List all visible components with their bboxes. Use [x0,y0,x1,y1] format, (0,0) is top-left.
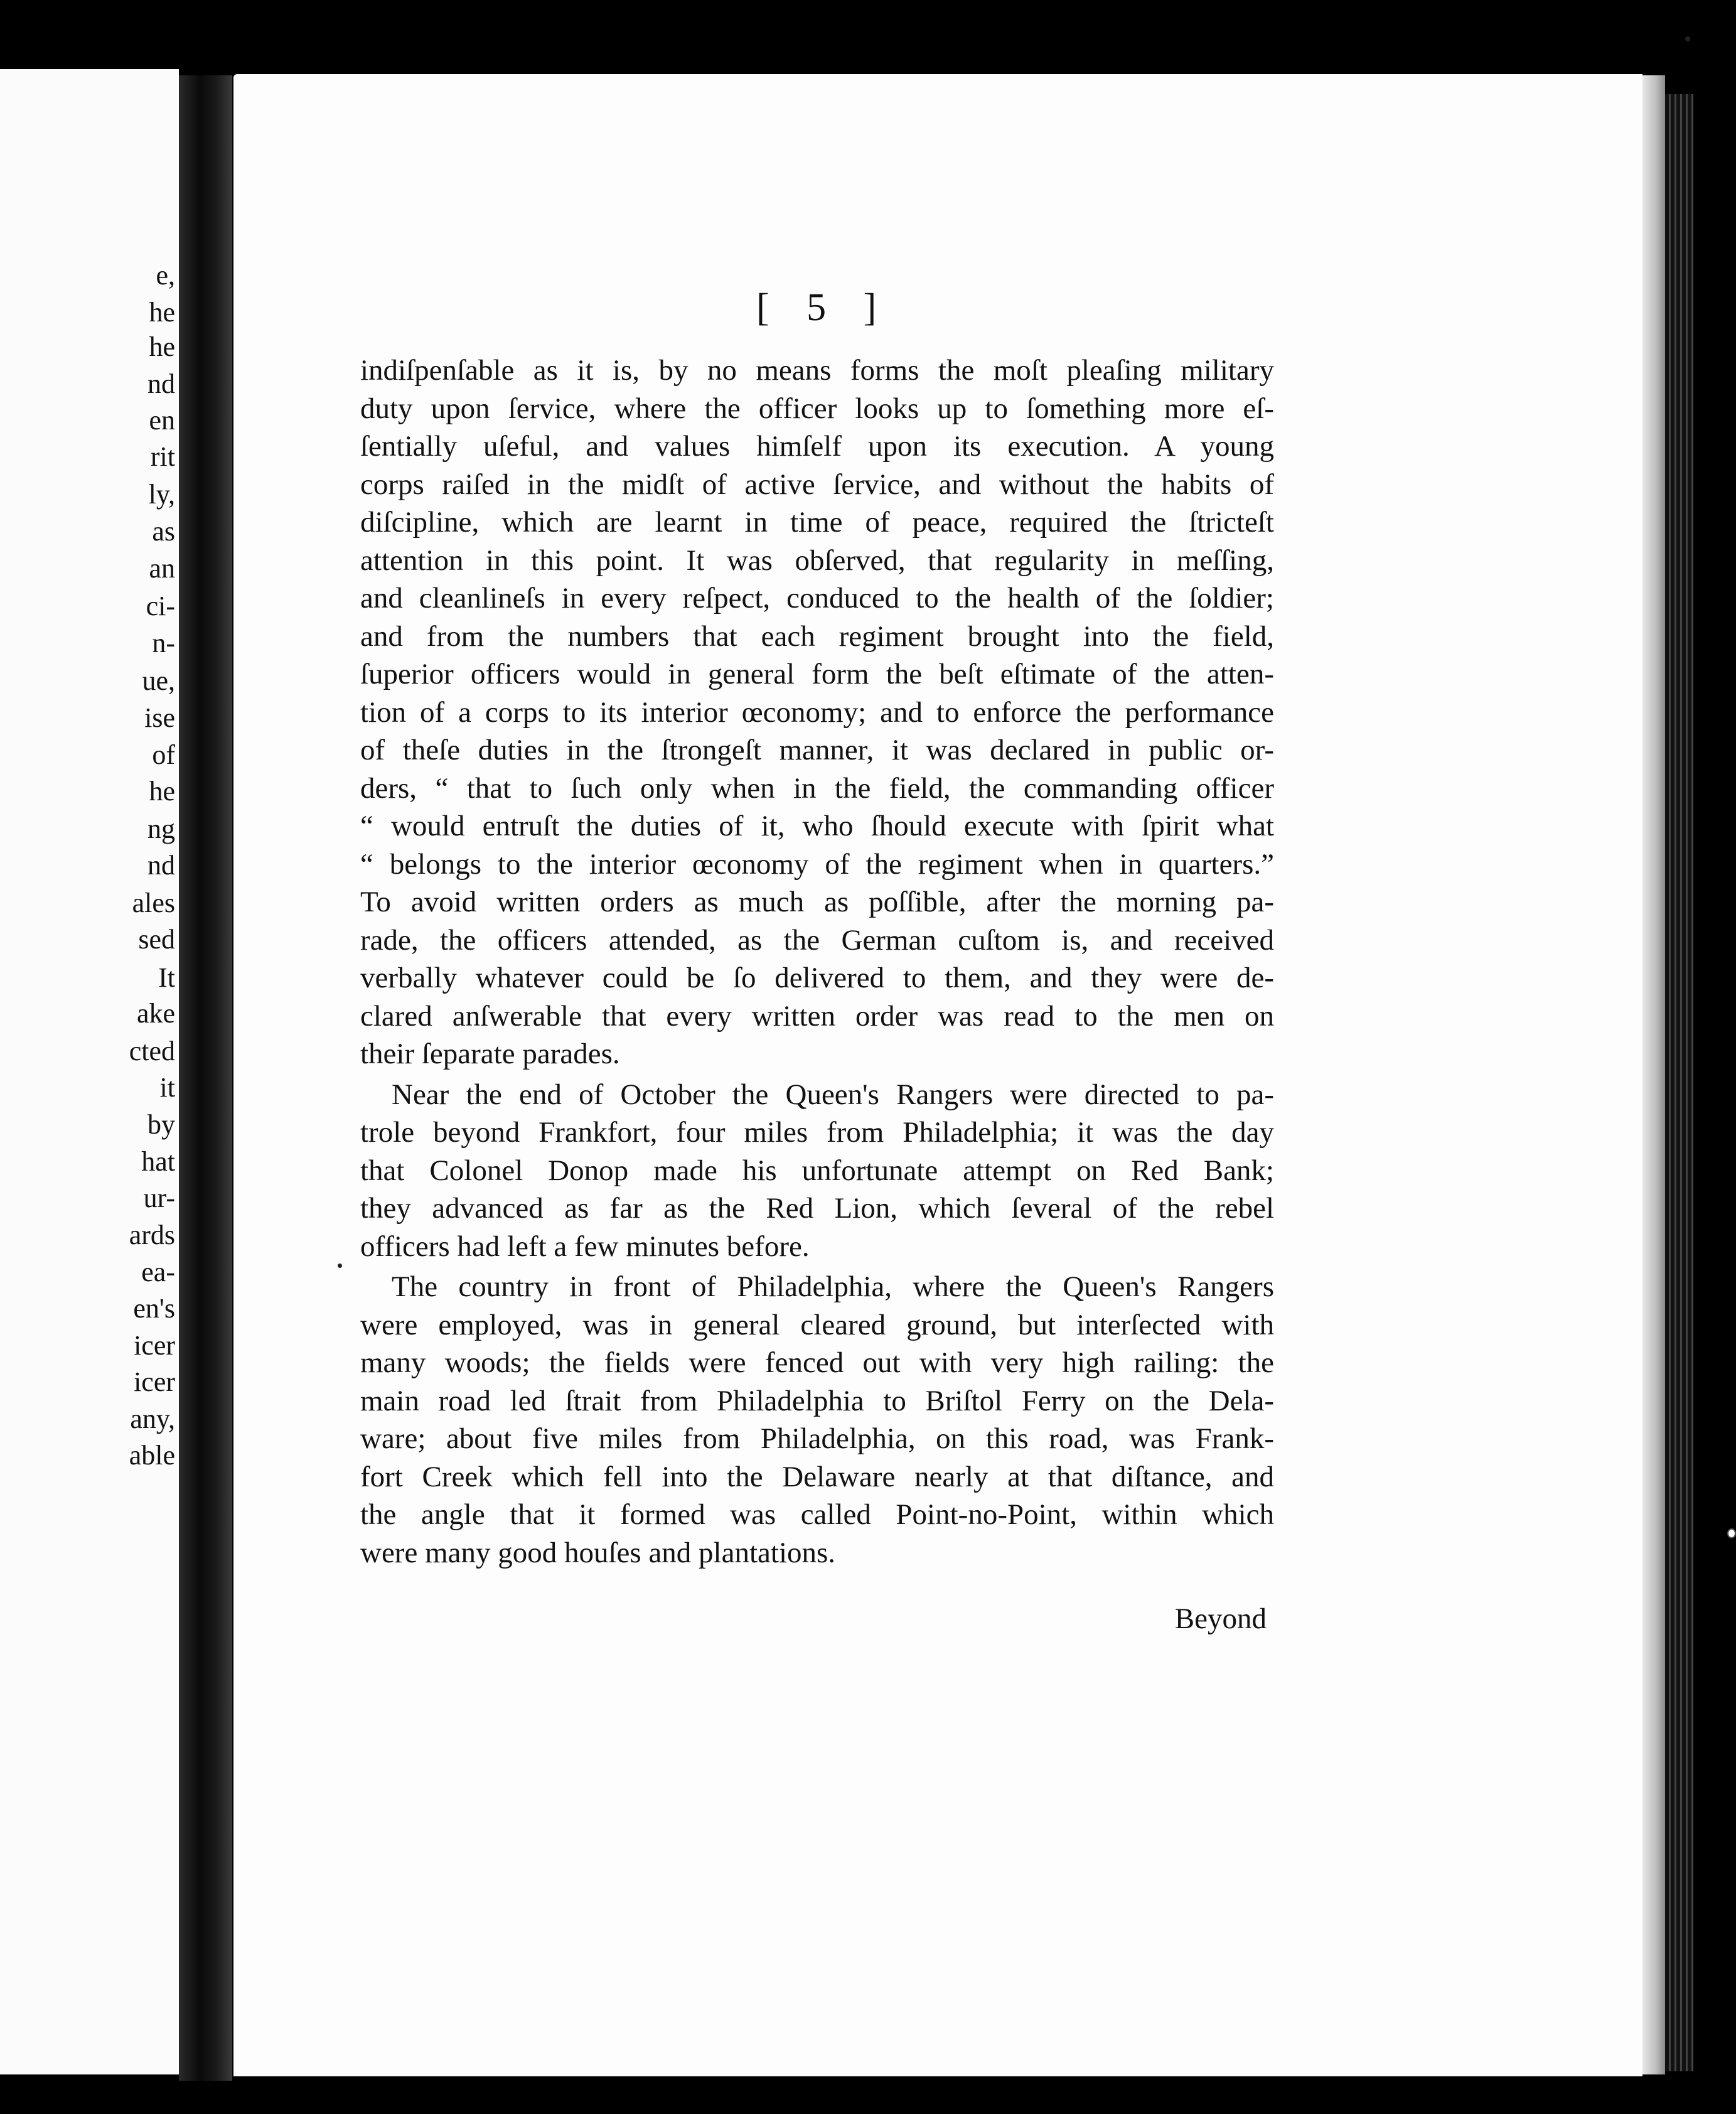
print-speck [1685,36,1690,41]
text-line: duty upon ſervice, where the officer looks up to ſomething more eſ- [360,392,1274,425]
text-line: main road led ſtrait from Philadelphia to Briſtol Ferry on the Dela- [360,1384,1274,1417]
text-line: The country in front of Philadelphia, where the Queen's Rangers [392,1270,1274,1303]
facing-page-fragment: icer [134,1366,175,1397]
facing-page-fragment: ur- [143,1183,175,1213]
facing-page-fragment: en [149,405,175,436]
text-line: tion of a corps to its interior œconomy; and to enforce the performance [360,695,1274,729]
facing-page-fragment: as [152,516,175,547]
text-line: many woods; the fields were fenced out with very high railing: the [360,1346,1274,1379]
text-line: ſentially uſeful, and values himſelf upon its execution. A young [360,430,1274,463]
facing-page-fragment: icer [134,1330,175,1361]
text-line: and from the numbers that each regiment brought into the field, [360,620,1274,653]
text-line: ware; about five miles from Philadelphia, on this road, was Frank- [360,1422,1274,1455]
text-line: of theſe duties in the ſtrongeſt manner, it was declared in public or- [360,734,1274,766]
text-line: were employed, was in general cleared ground, but interſected with [360,1308,1274,1341]
page-edge-dark [1665,94,1693,2071]
facing-page-fragment: sed [138,924,175,955]
facing-page-fragment: ue, [142,665,175,696]
facing-page-fragment: ci- [146,591,175,621]
facing-page-fragment: able [129,1440,175,1471]
facing-page-fragment: rit [150,441,175,472]
text-line: the angle that it formed was called Point-no-Point, within which [360,1498,1274,1531]
text-line: diſcipline, which are learnt in time of peace, required the ſtricteſt [360,506,1274,539]
facing-page-fragment: of [152,739,175,770]
page-edge-stack [1642,75,1665,2074]
text-line: Near the end of October the Queen's Rangers were directed to pa- [392,1078,1274,1111]
text-line: ders, “ that to ſuch only when in the field, the commanding officer [360,771,1274,805]
facing-page-fragment: nd [147,368,175,399]
facing-page-fragment: n- [152,628,175,658]
facing-page-fragment: ly, [148,479,175,510]
text-line: “ belongs to the interior œconomy of the regiment when in quarters.” [360,847,1274,881]
print-speck [1727,1528,1736,1538]
catchword: Beyond [1174,1602,1267,1635]
text-line: corps raiſed in the midſt of active ſervice, and without the habits of [360,468,1274,501]
text-line: fort Creek which fell into the Delaware nearly at that diſtance, and [360,1460,1274,1493]
text-line: attention in this point. It was obſerved, that regularity in meſſing, [360,544,1274,577]
facing-page-fragment: ake [136,998,175,1029]
facing-page-fragment: hat [141,1146,175,1177]
facing-page-left [0,69,179,2074]
text-line: were many good houſes and plantations. [360,1536,836,1569]
facing-page-fragment: nd [147,850,175,881]
facing-page-fragment: an [149,553,175,584]
text-line: and cleanlineſs in every reſpect, conduced to the health of the ſoldier; [360,582,1274,614]
text-line: clared anſwerable that every written order was read to the men on [360,999,1274,1033]
facing-page-fragment: he [149,776,175,807]
facing-page-fragment: he [149,297,175,328]
facing-page-fragment: ea- [141,1257,175,1287]
text-line: To avoid written orders as much as poſſible, after the morning pa- [360,886,1274,918]
text-line: indiſpenſable as it is, by no means forms the moſt pleaſing military [360,354,1274,387]
facing-page-fragment: ng [147,813,175,844]
text-line: they advanced as far as the Red Lion, which ſeveral of the rebel [360,1192,1274,1225]
text-line: “ would entruſt the duties of it, who ſhould execute with ſpirit what [360,810,1274,842]
facing-page-fragment: It [158,962,175,993]
text-line: that Colonel Donop made his unfortunate attempt on Red Bank; [360,1154,1274,1187]
text-line: rade, the officers attended, as the German cuſtom is, and received [360,923,1274,957]
facing-page-fragment: ards [129,1220,175,1250]
text-line: ſuperior officers would in general form the beſt eſtimate of the atten- [360,658,1274,690]
facing-page-fragment: en's [133,1293,175,1324]
page-number: [ 5 ] [756,286,891,329]
facing-page-fragment: ales [132,888,175,918]
facing-page-fragment: any, [130,1403,175,1434]
facing-page-fragment: he [149,331,175,362]
facing-page-fragment: by [147,1109,175,1140]
text-line: their ſeparate parades. [360,1038,620,1070]
body-text [360,351,1274,1572]
facing-page-fragment: it [159,1072,175,1103]
facing-page-fragment: cted [129,1036,175,1066]
text-line: verbally whatever could be ſo delivered to them, and they were de- [360,962,1274,994]
page-gutter [179,75,232,2081]
facing-page-fragment: e, [156,260,175,291]
text-line: officers had left a few minutes before. [360,1230,810,1263]
text-line: trole beyond Frankfort, four miles from Philadelphia; it was the day [360,1116,1274,1149]
facing-page-fragment: ise [144,702,175,733]
print-speck [338,1264,342,1268]
